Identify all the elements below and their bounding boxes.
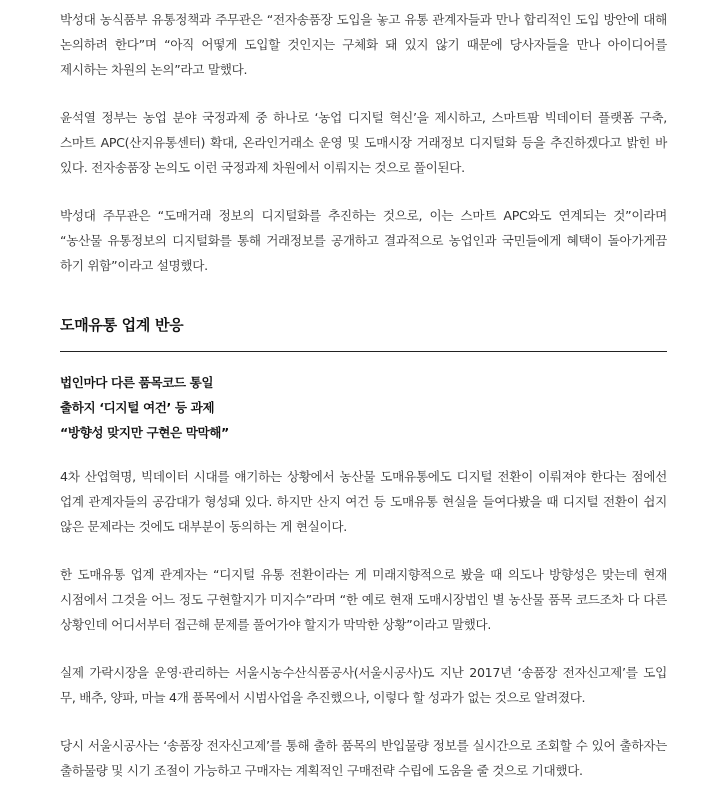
article-paragraph: 한 도매유통 업계 관계자는 “디지털 유통 전환이라는 게 미래지향적으로 봤을 때 의도나 방향성은 맞는데 현재 시점에서 그것을 어느 정도 구현할지가 미지수”라며 “한 예로 현재 도매시장법인 별 농산물 품목 코드조차 다 다른 상황인데 어디서부터 접근해 문제를 풀어가야 할지가 막막한 상황”이라고 말했다. xyxy=(60,567,667,632)
article-paragraph: 박성대 주무관은 “도매거래 정보의 디지털화를 추진하는 것으로, 이는 스마트 APC와도 연계되는 것”이라며 “농산물 유통정보의 디지털화를 통해 거래정보를 공개하고 결과적으로 농업인과 국민들에게 혜택이 돌아가게끔 하기 위함”이라고 설명했다. xyxy=(60,208,667,273)
subheadline-group xyxy=(60,370,667,445)
article-paragraph: 당시 서울시공사는 ‘송품장 전자신고제’를 통해 출하 품목의 반입물량 정보를 실시간으로 조회할 수 있어 출하자는 출하물량 및 시기 조절이 가능하고 구매자는 계획적인 구매전략 수립에 도움을 줄 것으로 기대했다. xyxy=(60,738,667,778)
article-body xyxy=(60,7,667,783)
subheadline: 법인마다 다른 품목코드 통일 xyxy=(60,375,214,390)
article-paragraph: 실제 가락시장을 운영·관리하는 서울시농수산식품공사(서울시공사)도 지난 2017년 ‘송품장 전자신고제’를 도입 무, 배추, 양파, 마늘 4개 품목에서 시범사업을 추진했으나, 이렇다 할 성과가 없는 것으로 알려졌다. xyxy=(60,665,667,705)
section-title: 도매유통 업계 반응 xyxy=(60,312,667,352)
subheadline: “방향성 맞지만 구현은 막막해” xyxy=(60,425,229,440)
article-paragraph: 윤석열 정부는 농업 분야 국정과제 중 하나로 ‘농업 디지털 혁신’을 제시하고, 스마트팜 빅데이터 플랫폼 구축, 스마트 APC(산지유통센터) 확대, 온라인거래소 운영 및 도매시장 거래정보 디지털화 등을 추진하겠다고 밝힌 바 있다. 전자송품장 논의도 이런 국정과제 차원에서 이뤄지는 것으로 풀이된다. xyxy=(60,110,667,175)
article-paragraph: 4차 산업혁명, 빅데이터 시대를 얘기하는 상황에서 농산물 도매유통에도 디지털 전환이 이뤄져야 한다는 점에선 업계 관계자들의 공감대가 형성돼 있다. 하지만 산지 여건 등 도매유통 현실을 들여다봤을 때 디지털 전환이 쉽지 않은 문제라는 것에도 대부분이 동의하는 게 현실이다. xyxy=(60,469,667,534)
subheadline: 출하지 ‘디지털 여건’ 등 과제 xyxy=(60,400,215,415)
section-body xyxy=(60,464,667,783)
article-paragraph: 박성대 농식품부 유통정책과 주무관은 “전자송품장 도입을 놓고 유통 관계자들과 만나 합리적인 도입 방안에 대해 논의하려 한다”며 “아직 어떻게 도입할 것인지는 구체화 돼 있지 않기 때문에 당사자들을 만나 아이디어를 제시하는 차원의 논의”라고 말했다. xyxy=(60,12,667,77)
